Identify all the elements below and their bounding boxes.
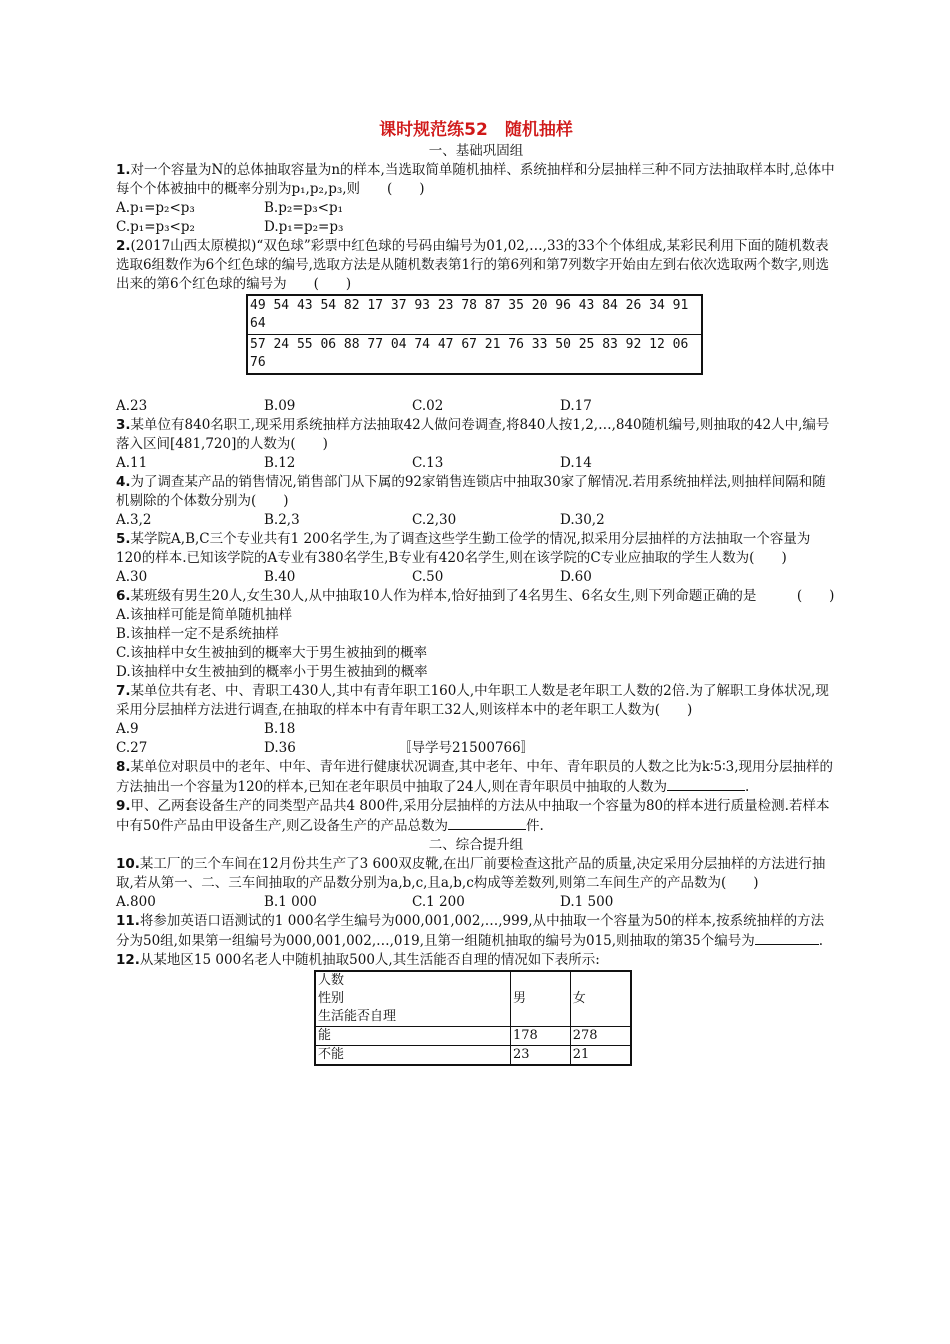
- question-number: 12.: [116, 952, 140, 968]
- option-d: D.60: [560, 569, 592, 585]
- question-number: 1.: [116, 162, 131, 178]
- answer-blank[interactable]: [448, 816, 526, 830]
- question-text: 从某地区15 000名老人中随机抽取500人,其生活能否自理的情况如下表所示:: [139, 952, 600, 968]
- option-b: B.p₂=p₃<p₁: [264, 200, 343, 216]
- question-text: 将参加英语口语测试的1 000名学生编号为000,001,002,…,999,从中抽取一个容量为50的样本,按系统抽样的方法分为50组,如果第一组编号为000,001,002,…,019,且第一组随机抽取的编号为015,则抽取的第35个编号为: [116, 913, 825, 949]
- options-row: [116, 218, 836, 237]
- question-number: 2.: [116, 238, 131, 254]
- table-cell: 278: [570, 1027, 631, 1046]
- row-label: 能: [315, 1027, 511, 1046]
- question-9: [116, 797, 836, 836]
- option-a: A.p₁=p₂<p₃: [116, 200, 195, 216]
- self-care-table: [314, 970, 632, 1066]
- options-row: [116, 397, 836, 416]
- question-number: 9.: [116, 798, 131, 814]
- guide-reference: 〚导学号21500766〛: [398, 740, 535, 756]
- options-row: [116, 739, 836, 758]
- table-cell: 23: [511, 1046, 571, 1066]
- option-c: C.该抽样中女生被抽到的概率大于男生被抽到的概率: [116, 645, 428, 661]
- option-b: B.该抽样一定不是系统抽样: [116, 626, 279, 642]
- table-row: [247, 295, 702, 335]
- option-c: C.27: [116, 740, 148, 756]
- option-b: B.09: [264, 398, 296, 414]
- question-text: 某单位共有老、中、青职工430人,其中有青年职工160人,中年职工人数是老年职工人数的2倍.为了解职工身体状况,现采用分层抽样方法进行调查,在抽取的样本中有青年职工32人,则该样本中的老年职工人数为( ): [116, 683, 829, 718]
- random-number-table: [246, 294, 703, 375]
- option-a: A.该抽样可能是简单随机抽样: [116, 607, 293, 623]
- question-1: [116, 161, 836, 199]
- table-row: [315, 1046, 631, 1066]
- option-d: D.p₁=p₂=p₃: [264, 219, 344, 235]
- column-header-female: 女: [570, 971, 631, 1027]
- option-c: C.13: [412, 455, 444, 471]
- question-text: 为了调查某产品的销售情况,销售部门从下属的92家销售连锁店中抽取30家了解情况.若用系统抽样法,则抽样间隔和随机剔除的个体数分别为( ): [116, 474, 826, 509]
- option-d: D.30,2: [560, 512, 605, 528]
- option-b: B.40: [264, 569, 296, 585]
- page-title: 课时规范练52 随机抽样: [379, 120, 573, 140]
- question-text: 某单位有840名职工,现采用系统抽样方法抽取42人做问卷调查,将840人按1,2,…,840随机编号,则抽取的42人中,编号落入区间[481,720]的人数为( ): [116, 417, 830, 452]
- table-cell: 49 54 43 54 82 17 37 93 23 78 87 35 20 96 43 84 26 34 91 64: [247, 295, 702, 335]
- question-4: [116, 473, 836, 511]
- question-text: 甲、乙两套设备生产的同类型产品共4 800件,采用分层抽样的方法从中抽取一个容量为80的样本进行质量检测.若样本中有50件产品由甲设备生产,则乙设备生产的产品总数为: [116, 798, 830, 834]
- header-diagonal-cell: [315, 971, 511, 1027]
- header-line: 生活能否自理: [318, 1009, 397, 1024]
- option-a: A.800: [116, 894, 156, 910]
- option-b: B.2,3: [264, 512, 300, 528]
- option-b: B.18: [264, 721, 296, 737]
- question-number: 10.: [116, 856, 140, 872]
- question-11: [116, 912, 836, 951]
- answer-blank[interactable]: [755, 931, 819, 945]
- answer-blank[interactable]: [667, 777, 745, 791]
- column-header-male: 男: [511, 971, 571, 1027]
- question-number: 5.: [116, 531, 131, 547]
- table-cell: 178: [511, 1027, 571, 1046]
- question-12: [116, 951, 836, 970]
- options-row: [116, 568, 836, 587]
- option-c: C.02: [412, 398, 444, 414]
- options-row: [116, 454, 836, 473]
- table-cell: 21: [570, 1046, 631, 1066]
- option-b: B.1 000: [264, 894, 317, 910]
- question-text: 对一个容量为N的总体抽取容量为n的样本,当选取简单随机抽样、系统抽样和分层抽样三种不同方法抽取样本时,总体中每个个体被抽中的概率分别为p₁,p₂,p₃,则 ( ): [116, 162, 835, 197]
- question-7: [116, 682, 836, 720]
- header-line: 人数: [318, 973, 345, 988]
- question-2: [116, 237, 836, 294]
- table-header-row: [315, 971, 631, 1027]
- question-number: 7.: [116, 683, 131, 699]
- option-b: B.12: [264, 455, 296, 471]
- question-end: 件.: [525, 818, 544, 834]
- header-line: 性别: [318, 991, 345, 1006]
- option-d: D.17: [560, 398, 592, 414]
- table-row: [247, 335, 702, 375]
- option-c: C.50: [412, 569, 444, 585]
- question-end: .: [818, 933, 824, 949]
- option-a: A.23: [116, 398, 148, 414]
- question-text: (2017山西太原模拟)“双色球”彩票中红色球的号码由编号为01,02,…,33的33个个体组成,某彩民利用下面的随机数表选取6组数作为6个红色球的编号,选取方法是从随机数表第1行的第6列和第7列数字开始由左到右依次选取两个数字,则选出来的第6个红色球的编号为 ( ): [116, 238, 830, 292]
- question-8: [116, 758, 836, 797]
- question-number: 8.: [116, 759, 131, 775]
- question-3: [116, 416, 836, 454]
- option-a: A.30: [116, 569, 148, 585]
- option-d: D.36: [264, 740, 296, 756]
- options-row: [116, 511, 836, 530]
- table-cell: 57 24 55 06 88 77 04 74 47 67 21 76 33 50 25 83 92 12 06 76: [247, 335, 702, 375]
- question-number: 11.: [116, 913, 140, 929]
- question-text: 某工厂的三个车间在12月份共生产了3 600双皮靴,在出厂前要检查这批产品的质量,决定采用分层抽样的方法进行抽取,若从第一、二、三车间抽取的产品数分别为a,b,c,且a,b,c构成等差数列,则第二车间生产的产品数为( ): [116, 856, 826, 891]
- question-10: [116, 855, 836, 893]
- option-d: D.14: [560, 455, 592, 471]
- options-row: [116, 720, 836, 739]
- question-text: 某学院A,B,C三个专业共有1 200名学生,为了调查这些学生勤工俭学的情况,拟采用分层抽样的方法抽取一个容量为120的样本.已知该学院的A专业有380名学生,B专业有420名学生,则在该学院的C专业应抽取的学生人数为( ): [116, 531, 811, 566]
- row-label: 不能: [315, 1046, 511, 1066]
- option-c: C.1 200: [412, 894, 465, 910]
- question-text: 某单位对职员中的老年、中年、青年进行健康状况调查,其中老年、中年、青年职员的人数之比为k∶5∶3,现用分层抽样的方法抽出一个容量为120的样本,已知在老年职员中抽取了24人,则在青年职员中抽取的人数为: [116, 759, 833, 795]
- section-heading-advanced: 二、综合提升组: [428, 837, 524, 853]
- question-text: 某班级有男生20人,女生30人,从中抽取10人作为样本,恰好抽到了4名男生、6名女生,则下列命题正确的是 ( ): [130, 588, 835, 604]
- options-row: [116, 199, 836, 218]
- question-number: 6.: [116, 588, 131, 604]
- option-d: D.该抽样中女生被抽到的概率小于男生被抽到的概率: [116, 664, 428, 680]
- option-c: C.p₁=p₃<p₂: [116, 219, 195, 235]
- question-number: 3.: [116, 417, 131, 433]
- option-d: D.1 500: [560, 894, 614, 910]
- question-end: .: [745, 779, 750, 795]
- worksheet: [116, 118, 836, 1066]
- question-6: [116, 587, 836, 606]
- option-a: A.11: [116, 455, 148, 471]
- option-c: C.2,30: [412, 512, 457, 528]
- option-a: A.9: [116, 721, 139, 737]
- options-row: [116, 893, 836, 912]
- table-row: [315, 1027, 631, 1046]
- question-5: [116, 530, 836, 568]
- option-a: A.3,2: [116, 512, 152, 528]
- section-heading-basic: 一、基础巩固组: [428, 143, 524, 159]
- question-number: 4.: [116, 474, 131, 490]
